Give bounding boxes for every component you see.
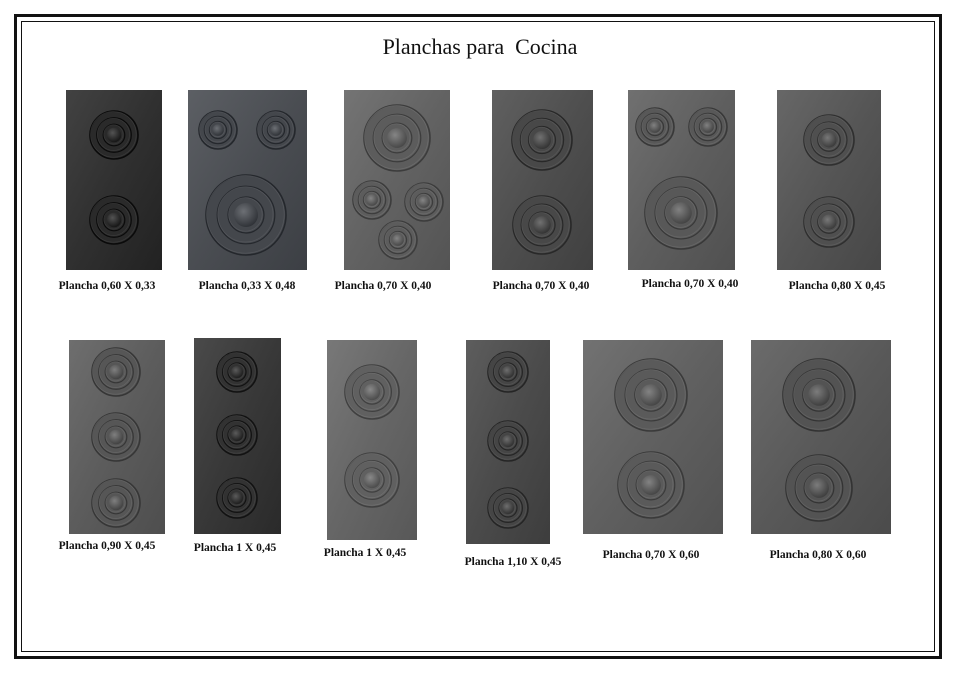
stove-plate-image bbox=[777, 90, 881, 270]
stove-plate-image bbox=[466, 340, 550, 544]
stove-plate-image bbox=[188, 90, 307, 270]
burner-ring bbox=[618, 452, 684, 518]
burner-ring bbox=[206, 175, 286, 255]
stove-plate-image bbox=[194, 338, 281, 534]
plate-caption: Plancha 0,70 X 0,40 bbox=[492, 280, 590, 292]
burner-ring bbox=[217, 352, 257, 392]
plate-caption: Plancha 0,90 X 0,45 bbox=[58, 540, 156, 552]
plate-caption: Plancha 0,80 X 0,45 bbox=[788, 280, 886, 292]
burner-ring bbox=[379, 221, 417, 259]
burner-ring bbox=[636, 108, 674, 146]
burner-ring bbox=[488, 421, 528, 461]
plate-caption: Plancha 0,70 X 0,40 bbox=[641, 278, 739, 290]
burner-ring bbox=[92, 348, 140, 396]
burner-ring bbox=[488, 488, 528, 528]
page-title: Planchas para Cocina bbox=[382, 34, 578, 59]
burner-ring bbox=[513, 196, 571, 254]
stove-plate-image bbox=[751, 340, 891, 534]
burner-ring bbox=[217, 415, 257, 455]
burner-ring bbox=[405, 183, 443, 221]
plate-caption: Plancha 0,60 X 0,33 bbox=[58, 280, 156, 292]
burner-ring bbox=[199, 111, 237, 149]
burner-ring bbox=[364, 105, 430, 171]
burner-ring bbox=[786, 455, 852, 521]
stove-plate-image bbox=[628, 90, 735, 270]
plate-caption: Plancha 0,70 X 0,40 bbox=[334, 280, 432, 292]
burner-ring bbox=[615, 359, 687, 431]
burner-ring bbox=[804, 115, 854, 165]
burner-ring bbox=[488, 352, 528, 392]
burner-ring bbox=[92, 413, 140, 461]
burner-ring bbox=[217, 478, 257, 518]
plate-caption: Plancha 0,80 X 0,60 bbox=[769, 549, 867, 561]
burner-ring bbox=[353, 181, 391, 219]
stove-plate-image bbox=[583, 340, 723, 534]
burner-ring bbox=[257, 111, 295, 149]
burner-ring bbox=[92, 479, 140, 527]
stove-plate-image bbox=[327, 340, 417, 540]
plate-caption: Plancha 1,10 X 0,45 bbox=[464, 556, 562, 568]
burner-ring bbox=[90, 196, 138, 244]
burner-ring bbox=[345, 365, 399, 419]
stove-plate-image bbox=[69, 340, 165, 534]
burner-ring bbox=[512, 110, 572, 170]
stove-plate-image bbox=[344, 90, 450, 270]
burner-ring bbox=[345, 453, 399, 507]
plate-caption: Plancha 0,33 X 0,48 bbox=[198, 280, 296, 292]
stove-plate-image bbox=[66, 90, 162, 270]
burner-ring bbox=[783, 359, 855, 431]
burner-ring bbox=[689, 108, 727, 146]
burner-ring bbox=[90, 111, 138, 159]
burner-ring bbox=[804, 197, 854, 247]
plate-caption: Plancha 1 X 0,45 bbox=[193, 542, 277, 554]
plate-caption: Plancha 1 X 0,45 bbox=[323, 547, 407, 559]
stove-plate-image bbox=[492, 90, 593, 270]
burner-ring bbox=[645, 177, 717, 249]
plate-caption: Plancha 0,70 X 0,60 bbox=[602, 549, 700, 561]
